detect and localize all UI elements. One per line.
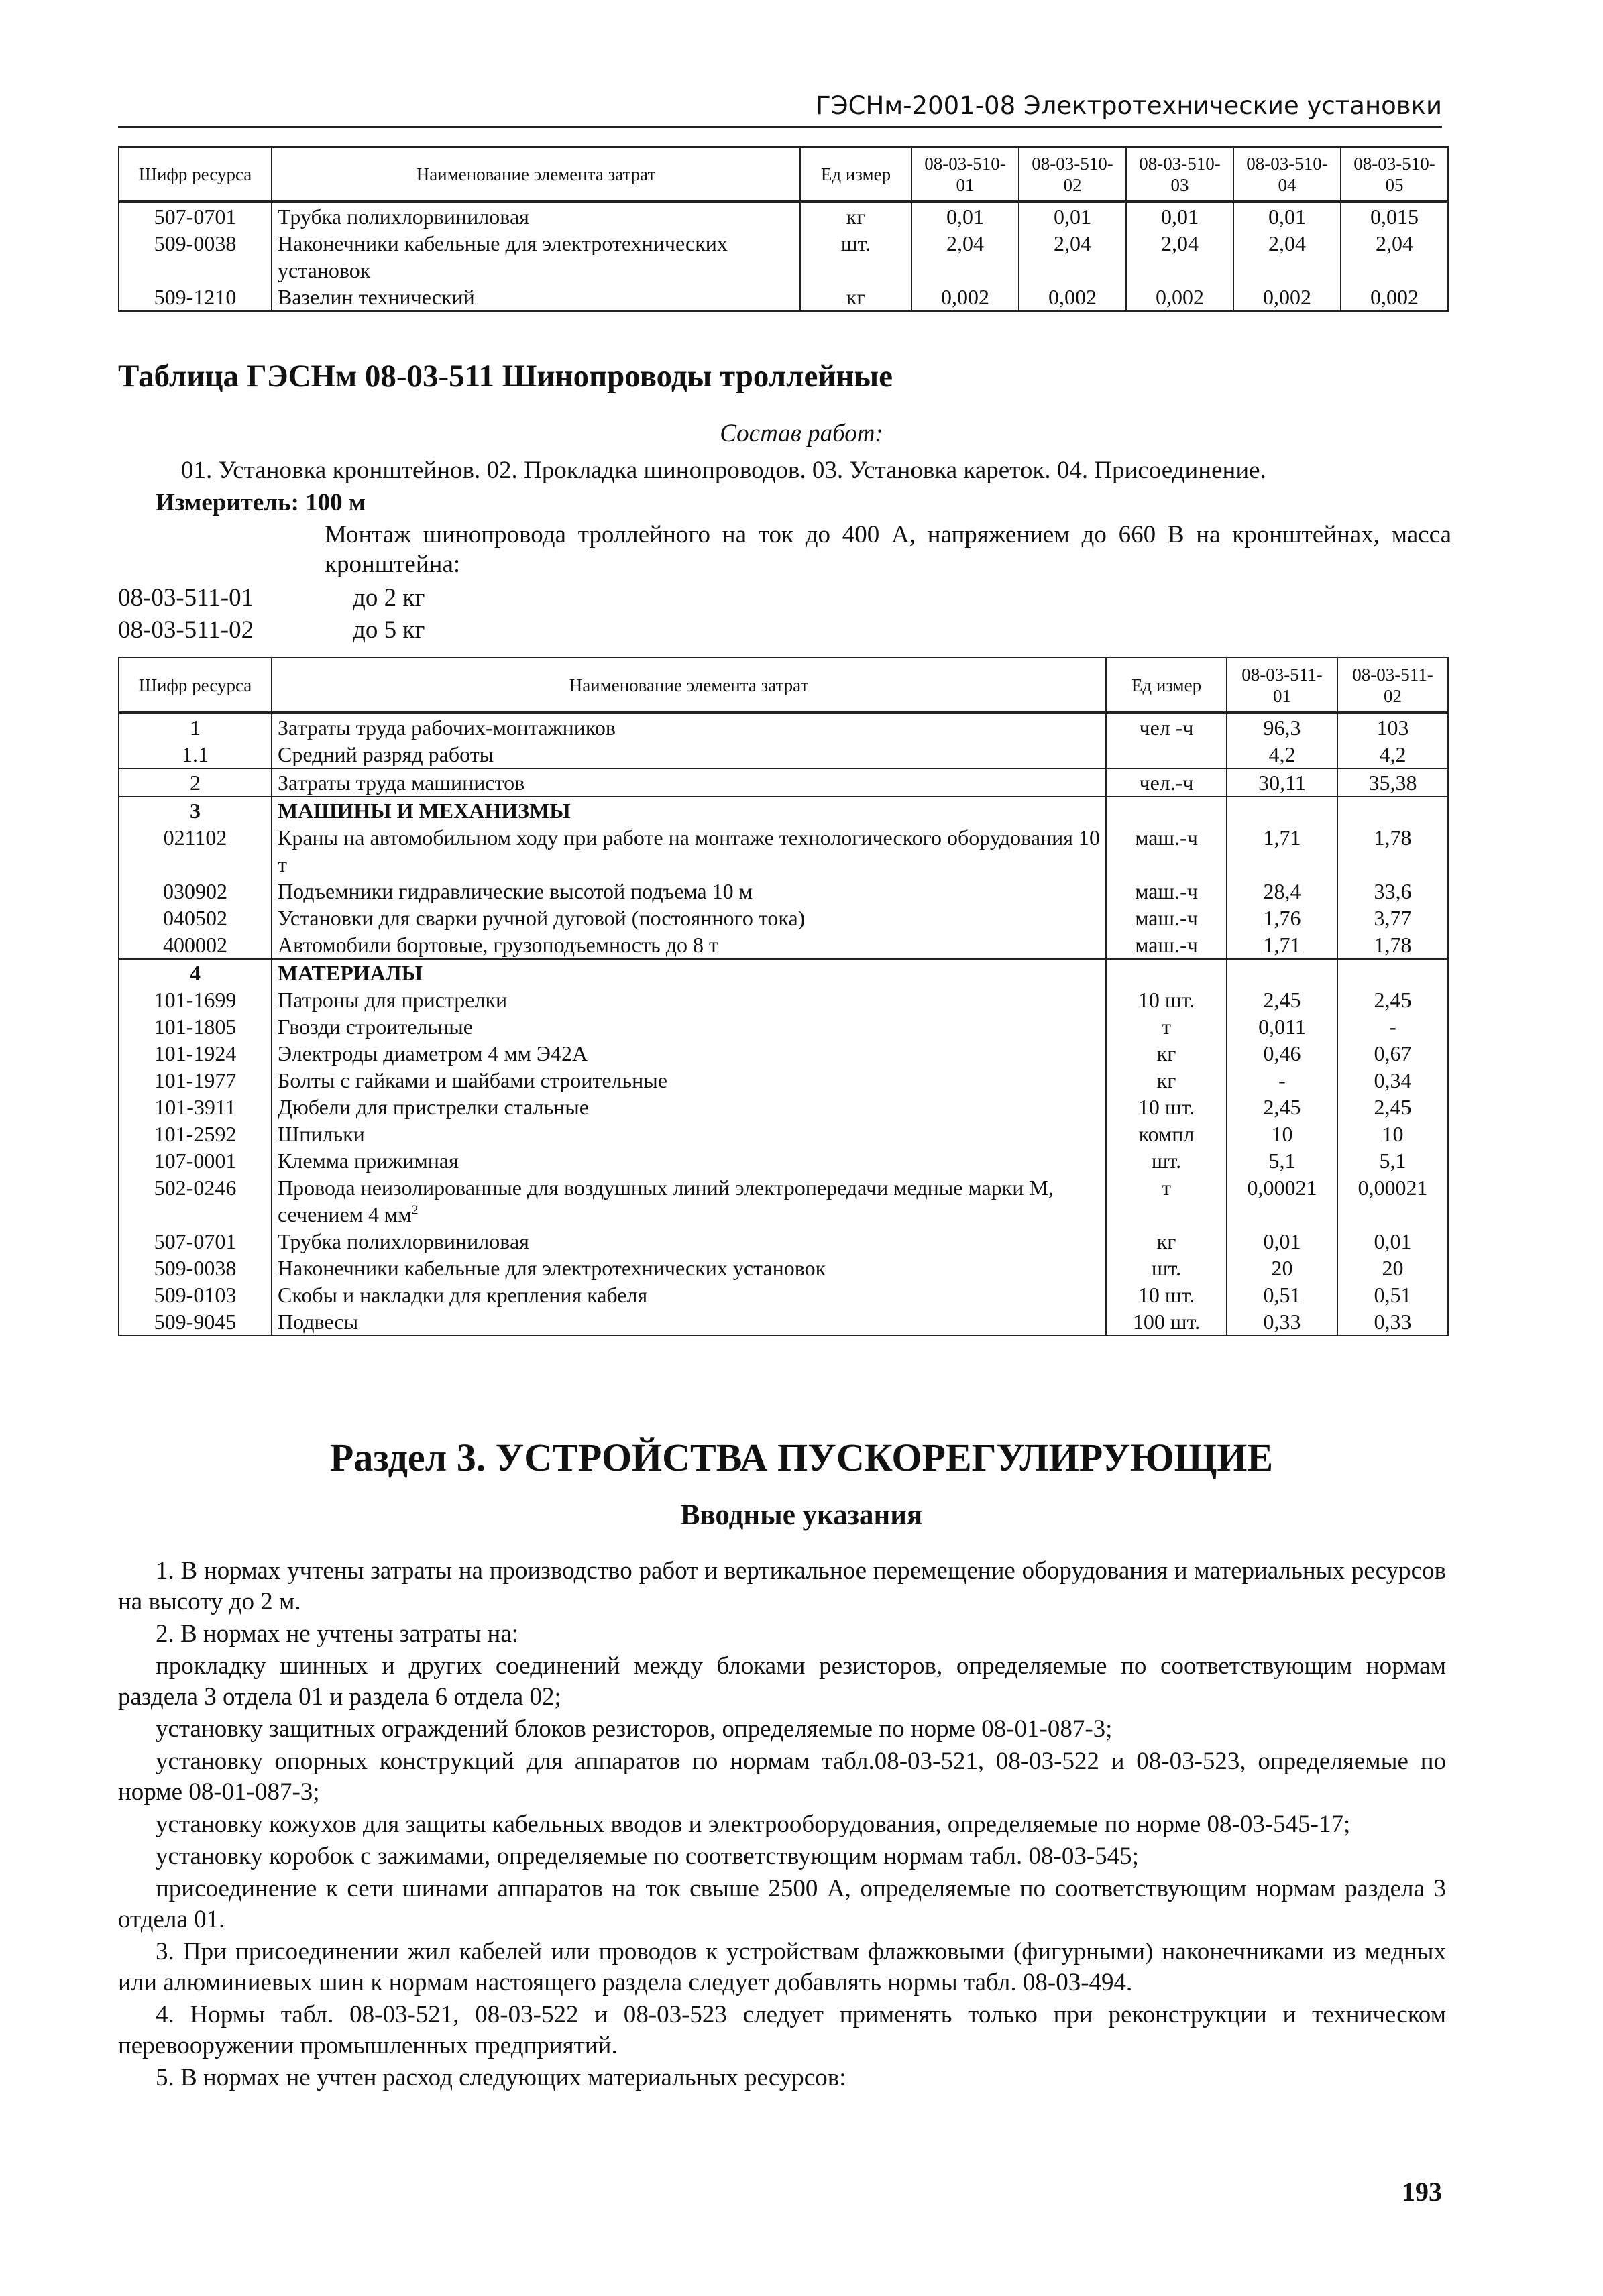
resource-name: Наконечники кабельные для электротехнических установок xyxy=(272,230,800,284)
resource-unit: т xyxy=(1106,1013,1227,1040)
resource-unit: маш.-ч xyxy=(1106,905,1227,931)
paragraph: 5. В нормах не учтен расход следующих материальных ресурсов: xyxy=(156,2064,846,2091)
norm-value: 0,01 xyxy=(1233,202,1341,230)
norm-value: 1,78 xyxy=(1337,824,1448,878)
resource-name xyxy=(272,1174,1106,1228)
table-row xyxy=(119,959,1448,986)
resource-code: 101-3911 xyxy=(119,1094,272,1121)
norm-value: 4,2 xyxy=(1337,741,1448,768)
norm-value: 0,00021 xyxy=(1337,1174,1448,1228)
resource-code: 509-9045 xyxy=(119,1308,272,1336)
resource-unit: 10 шт. xyxy=(1106,1281,1227,1308)
paragraph: установку защитных ограждений блоков резисторов, определяемые по норме 08-01-087-3; xyxy=(156,1715,1113,1743)
table-title-511: Таблица ГЭСНм 08-03-511 Шинопроводы троллейные xyxy=(118,359,893,394)
resource-name: МАШИНЫ И МЕХАНИЗМЫ xyxy=(272,797,1106,824)
norm-value: 0,015 xyxy=(1341,202,1448,230)
norm-value: 35,38 xyxy=(1337,768,1448,797)
norm-value: 0,01 xyxy=(1227,1228,1337,1255)
table-row xyxy=(119,713,1448,741)
table-row xyxy=(119,824,1448,878)
resource-code: 1 xyxy=(119,713,272,741)
measure-value: 100 м xyxy=(305,489,366,516)
intro-text xyxy=(118,1556,1446,2095)
table-row xyxy=(119,1228,1448,1255)
resource-unit: маш.-ч xyxy=(1106,878,1227,905)
col-header-unit: Ед измер xyxy=(1106,658,1227,713)
resource-unit: шт. xyxy=(800,230,911,284)
col-header-norm: 08-03-510-04 xyxy=(1233,147,1341,202)
paragraph: прокладку шинных и других соединений между блоками резисторов, определяемые по соответствующим нормам раздела 3 отдела 01 и раздела 6 отдела 02; xyxy=(118,1652,1446,1711)
page-number: 193 xyxy=(1402,2177,1442,2207)
col-header-norm: 08-03-510-03 xyxy=(1126,147,1233,202)
norm-code: 08-03-511-01 xyxy=(118,584,254,612)
resource-unit: чел.-ч xyxy=(1106,768,1227,797)
resource-code: 040502 xyxy=(119,905,272,931)
col-header-name: Наименование элемента затрат xyxy=(272,147,800,202)
resource-code: 1.1 xyxy=(119,741,272,768)
paragraph: 4. Нормы табл. 08-03-521, 08-03-522 и 08-03-523 следует применять только при реконструкции и техническом перевооружении промышленных предприятий. xyxy=(118,2001,1446,2059)
norm-value: 2,04 xyxy=(911,230,1019,284)
norm-value: 2,45 xyxy=(1227,1094,1337,1121)
resource-name: Электроды диаметром 4 мм Э42А xyxy=(272,1040,1106,1067)
norm-value: 2,04 xyxy=(1126,230,1233,284)
resource-code: 030902 xyxy=(119,878,272,905)
table-row xyxy=(119,741,1448,768)
col-header-name: Наименование элемента затрат xyxy=(272,658,1106,713)
norm-value: 103 xyxy=(1337,713,1448,741)
col-header-code: Шифр ресурса xyxy=(119,658,272,713)
norm-value: 0,33 xyxy=(1337,1308,1448,1336)
norm-value: 0,34 xyxy=(1337,1067,1448,1094)
norm-value: 2,04 xyxy=(1341,230,1448,284)
norm-value xyxy=(1337,959,1448,986)
resource-name: Трубка полихлорвиниловая xyxy=(272,202,800,230)
resource-code: 101-2592 xyxy=(119,1121,272,1147)
norm-value: 96,3 xyxy=(1227,713,1337,741)
table-row xyxy=(119,230,1448,284)
table-row xyxy=(119,1281,1448,1308)
resource-name: Скобы и накладки для крепления кабеля xyxy=(272,1281,1106,1308)
paragraph: 3. При присоединении жил кабелей или проводов к устройствам флажковыми (фигурными) наконечниками из медных или алюминиевых шин к нормам настоящего раздела следует добавлять нормы табл. 08-03-494. xyxy=(118,1938,1446,1996)
norm-value: 0,011 xyxy=(1227,1013,1337,1040)
resource-name: Шпильки xyxy=(272,1121,1106,1147)
intro-title: Вводные указания xyxy=(680,1499,923,1531)
norm-value: 2,45 xyxy=(1337,986,1448,1013)
resource-name: Дюбели для пристрелки стальные xyxy=(272,1094,1106,1121)
norm-value: 4,2 xyxy=(1227,741,1337,768)
table-row xyxy=(119,878,1448,905)
norm-code-text: до 5 кг xyxy=(353,616,425,644)
paragraph: установку кожухов для защиты кабельных вводов и электрооборудования, определяемые по норме 08-03-545-17; xyxy=(156,1811,1351,1838)
col-header-norm: 08-03-510-05 xyxy=(1341,147,1448,202)
work-composition-title: Состав работ: xyxy=(720,420,883,447)
norm-value: 0,01 xyxy=(911,202,1019,230)
norm-value: 28,4 xyxy=(1227,878,1337,905)
norm-value: 0,01 xyxy=(1337,1228,1448,1255)
paragraph: установку коробок с зажимами, определяемые по соответствующим нормам табл. 08-03-545; xyxy=(156,1843,1139,1870)
table-row xyxy=(119,1067,1448,1094)
resource-unit: чел -ч xyxy=(1106,713,1227,741)
norm-value: 0,002 xyxy=(911,284,1019,311)
resource-code: 400002 xyxy=(119,931,272,959)
resource-unit: 100 шт. xyxy=(1106,1308,1227,1336)
resource-code: 4 xyxy=(119,959,272,986)
norm-value: 2,45 xyxy=(1227,986,1337,1013)
norm-value: 0,002 xyxy=(1019,284,1126,311)
paragraph: установку опорных конструкций для аппаратов по нормам табл.08-03-521, 08-03-522 и 08-03-523, определяемые по норме 08-01-087-3; xyxy=(118,1747,1446,1806)
norm-value: 0,00021 xyxy=(1227,1174,1337,1228)
table-row xyxy=(119,284,1448,311)
norm-value: 33,6 xyxy=(1337,878,1448,905)
resource-unit: кг xyxy=(1106,1040,1227,1067)
table-row xyxy=(119,986,1448,1013)
resource-unit xyxy=(1106,959,1227,986)
norm-value: 0,002 xyxy=(1341,284,1448,311)
norm-value: 1,71 xyxy=(1227,931,1337,959)
resource-unit: кг xyxy=(1106,1067,1227,1094)
resource-table-510 xyxy=(118,146,1449,312)
table-row xyxy=(119,905,1448,931)
norm-value: 0,67 xyxy=(1337,1040,1448,1067)
col-header-norm: 08-03-511-02 xyxy=(1337,658,1448,713)
resource-name: Болты с гайками и шайбами строительные xyxy=(272,1067,1106,1094)
resource-name: Клемма прижимная xyxy=(272,1147,1106,1174)
norm-value: 2,04 xyxy=(1019,230,1126,284)
paragraph: присоединение к сети шинами аппаратов на ток свыше 2500 А, определяемые по соответствующим нормам раздела 3 отдела 01. xyxy=(118,1875,1446,1933)
work-composition-list: 01. Установка кронштейнов. 02. Прокладка шинопроводов. 03. Установка кареток. 04. Присоединение. xyxy=(181,457,1266,484)
norm-value: 0,33 xyxy=(1227,1308,1337,1336)
norm-value: 0,51 xyxy=(1337,1281,1448,1308)
resource-unit xyxy=(1106,741,1227,768)
resource-name: Средний разряд работы xyxy=(272,741,1106,768)
resource-table-511 xyxy=(118,657,1449,1336)
norm-value xyxy=(1227,959,1337,986)
norm-value xyxy=(1337,797,1448,824)
norm-description: Монтаж шинопровода троллейного на ток до 400 А, напряжением до 660 В на кронштейнах, масса кронштейна: xyxy=(325,521,1451,578)
section-title: Раздел 3. УСТРОЙСТВА ПУСКОРЕГУЛИРУЮЩИЕ xyxy=(329,1436,1274,1479)
resource-code: 507-0701 xyxy=(119,1228,272,1255)
norm-value: 1,71 xyxy=(1227,824,1337,878)
resource-name: Затраты труда машинистов xyxy=(272,768,1106,797)
resource-name: Автомобили бортовые, грузоподъемность до 8 т xyxy=(272,931,1106,959)
resource-code: 107-0001 xyxy=(119,1147,272,1174)
resource-name: Гвозди строительные xyxy=(272,1013,1106,1040)
resource-code: 509-1210 xyxy=(119,284,272,311)
resource-code: 101-1924 xyxy=(119,1040,272,1067)
resource-unit: кг xyxy=(800,284,911,311)
resource-name: Патроны для пристрелки xyxy=(272,986,1106,1013)
table-row xyxy=(119,797,1448,824)
resource-name: Краны на автомобильном ходу при работе на монтаже технологического оборудования 10 т xyxy=(272,824,1106,878)
resource-unit: маш.-ч xyxy=(1106,824,1227,878)
paragraph: 2. В нормах не учтены затраты на: xyxy=(156,1620,519,1648)
table-row xyxy=(119,1147,1448,1174)
norm-value: 0,01 xyxy=(1126,202,1233,230)
resource-name: Наконечники кабельные для электротехнических установок xyxy=(272,1255,1106,1281)
resource-name: Подвесы xyxy=(272,1308,1106,1336)
resource-unit: кг xyxy=(800,202,911,230)
norm-code-line xyxy=(118,583,425,612)
norm-value: 0,01 xyxy=(1019,202,1126,230)
resource-unit: кг xyxy=(1106,1228,1227,1255)
resource-unit: 10 шт. xyxy=(1106,1094,1227,1121)
norm-code-line xyxy=(118,616,425,644)
table-row xyxy=(119,1174,1448,1228)
resource-code: 502-0246 xyxy=(119,1174,272,1228)
norm-value: - xyxy=(1337,1013,1448,1040)
norm-value: 1,78 xyxy=(1337,931,1448,959)
resource-code: 3 xyxy=(119,797,272,824)
resource-name: Затраты труда рабочих-монтажников xyxy=(272,713,1106,741)
col-header-norm: 08-03-510-02 xyxy=(1019,147,1126,202)
table-row xyxy=(119,1013,1448,1040)
resource-unit: шт. xyxy=(1106,1147,1227,1174)
resource-code: 509-0103 xyxy=(119,1281,272,1308)
paragraph: 1. В нормах учтены затраты на производство работ и вертикальное перемещение оборудования и материальных ресурсов на высоту до 2 м. xyxy=(118,1557,1446,1615)
norm-code: 08-03-511-02 xyxy=(118,616,254,644)
norm-value: - xyxy=(1227,1067,1337,1094)
resource-name-text: Провода неизолированные для воздушных линий электропередачи медные марки М, сечением 4 мм xyxy=(278,1175,1054,1226)
norm-value: 10 xyxy=(1337,1121,1448,1147)
table-row xyxy=(119,1308,1448,1336)
resource-name: МАТЕРИАЛЫ xyxy=(272,959,1106,986)
resource-code: 507-0701 xyxy=(119,202,272,230)
col-header-unit: Ед измер xyxy=(800,147,911,202)
resource-code: 101-1977 xyxy=(119,1067,272,1094)
resource-code: 509-0038 xyxy=(119,1255,272,1281)
norm-value: 1,76 xyxy=(1227,905,1337,931)
table-row xyxy=(119,1094,1448,1121)
table-row xyxy=(119,1040,1448,1067)
superscript: 2 xyxy=(411,1202,419,1218)
resource-name: Установки для сварки ручной дуговой (постоянного тока) xyxy=(272,905,1106,931)
resource-code: 2 xyxy=(119,768,272,797)
table-row xyxy=(119,931,1448,959)
running-header: ГЭСНм-2001-08 Электротехнические установки xyxy=(118,86,1442,128)
resource-code: 021102 xyxy=(119,824,272,878)
norm-value: 5,1 xyxy=(1337,1147,1448,1174)
resource-name: Трубка полихлорвиниловая xyxy=(272,1228,1106,1255)
norm-value: 2,45 xyxy=(1337,1094,1448,1121)
table-row xyxy=(119,768,1448,797)
resource-code: 509-0038 xyxy=(119,230,272,284)
norm-value: 10 xyxy=(1227,1121,1337,1147)
table-row xyxy=(119,202,1448,230)
measure-label: Измеритель: xyxy=(156,489,299,516)
resource-unit: 10 шт. xyxy=(1106,986,1227,1013)
col-header-norm: 08-03-510-01 xyxy=(911,147,1019,202)
resource-name: Вазелин технический xyxy=(272,284,800,311)
norm-value: 20 xyxy=(1337,1255,1448,1281)
resource-unit: шт. xyxy=(1106,1255,1227,1281)
norm-value: 0,51 xyxy=(1227,1281,1337,1308)
col-header-code: Шифр ресурса xyxy=(119,147,272,202)
norm-value: 5,1 xyxy=(1227,1147,1337,1174)
norm-value: 0,002 xyxy=(1233,284,1341,311)
resource-code: 101-1805 xyxy=(119,1013,272,1040)
norm-value: 2,04 xyxy=(1233,230,1341,284)
resource-name: Подъемники гидравлические высотой подъема 10 м xyxy=(272,878,1106,905)
resource-unit xyxy=(1106,797,1227,824)
resource-unit: маш.-ч xyxy=(1106,931,1227,959)
norm-value: 20 xyxy=(1227,1255,1337,1281)
resource-code: 101-1699 xyxy=(119,986,272,1013)
resource-unit: т xyxy=(1106,1174,1227,1228)
norm-value: 0,46 xyxy=(1227,1040,1337,1067)
resource-unit: компл xyxy=(1106,1121,1227,1147)
col-header-norm: 08-03-511-01 xyxy=(1227,658,1337,713)
table-row xyxy=(119,1255,1448,1281)
norm-value: 0,002 xyxy=(1126,284,1233,311)
norm-value: 3,77 xyxy=(1337,905,1448,931)
norm-value xyxy=(1227,797,1337,824)
measure-line xyxy=(156,488,366,517)
norm-code-text: до 2 кг xyxy=(353,584,425,612)
norm-value: 30,11 xyxy=(1227,768,1337,797)
table-row xyxy=(119,1121,1448,1147)
